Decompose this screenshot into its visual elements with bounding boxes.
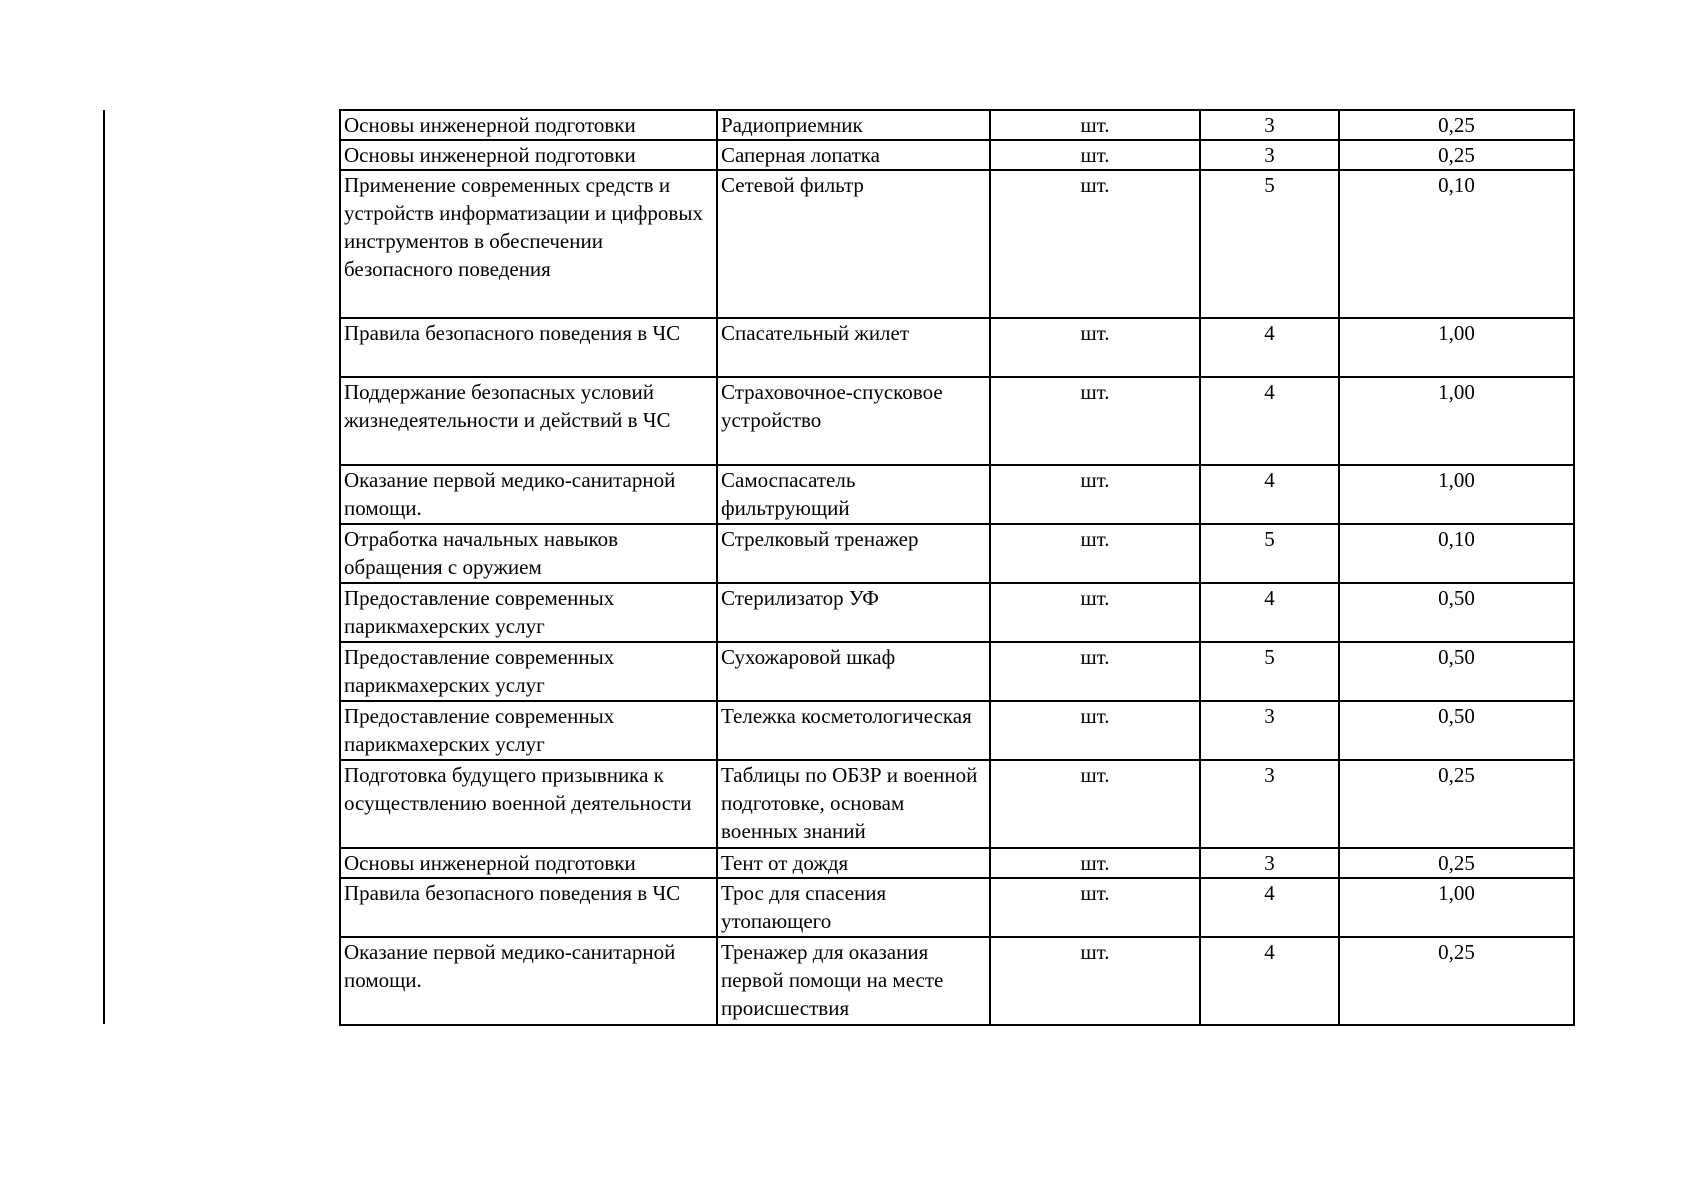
table-row (340, 878, 1574, 937)
rate-cell: 0,25 (1339, 140, 1574, 170)
rate-cell: 0,50 (1339, 642, 1574, 701)
equipment-table (339, 109, 1575, 1026)
table-row (340, 937, 1574, 1025)
topic-cell: Поддержание безопасных условий жизнедеятельности и действий в ЧС (340, 377, 717, 465)
topic-cell: Правила безопасного поведения в ЧС (340, 878, 717, 937)
topic-cell: Предоставление современных парикмахерских услуг (340, 583, 717, 642)
quantity-cell: 3 (1200, 701, 1339, 760)
item-cell: Стерилизатор УФ (717, 583, 990, 642)
unit-cell: шт. (990, 110, 1200, 140)
unit-cell: шт. (990, 318, 1200, 377)
item-cell: Радиоприемник (717, 110, 990, 140)
rate-cell: 0,10 (1339, 170, 1574, 318)
item-cell: Сухожаровой шкаф (717, 642, 990, 701)
topic-cell: Оказание первой медико-санитарной помощи. (340, 937, 717, 1025)
quantity-cell: 5 (1200, 642, 1339, 701)
item-cell: Трос для спасения утопающего (717, 878, 990, 937)
unit-cell: шт. (990, 642, 1200, 701)
item-cell: Тележка косметологическая (717, 701, 990, 760)
table-row (340, 110, 1574, 140)
quantity-cell: 3 (1200, 140, 1339, 170)
unit-cell: шт. (990, 465, 1200, 524)
unit-cell: шт. (990, 878, 1200, 937)
item-cell: Таблицы по ОБЗР и военной подготовке, основам военных знаний (717, 760, 990, 848)
rate-cell: 0,50 (1339, 583, 1574, 642)
unit-cell: шт. (990, 701, 1200, 760)
quantity-cell: 5 (1200, 524, 1339, 583)
table-row (340, 701, 1574, 760)
item-cell: Страховочное-спусковое устройство (717, 377, 990, 465)
rate-cell: 0,25 (1339, 848, 1574, 878)
topic-cell: Основы инженерной подготовки (340, 848, 717, 878)
item-cell: Стрелковый тренажер (717, 524, 990, 583)
item-cell: Сетевой фильтр (717, 170, 990, 318)
item-cell: Самоспасатель фильтрующий (717, 465, 990, 524)
quantity-cell: 5 (1200, 170, 1339, 318)
quantity-cell: 4 (1200, 583, 1339, 642)
item-cell: Саперная лопатка (717, 140, 990, 170)
topic-cell: Оказание первой медико-санитарной помощи. (340, 465, 717, 524)
table-row (340, 524, 1574, 583)
page-margin-line (103, 110, 105, 1024)
table-row (340, 642, 1574, 701)
topic-cell: Подготовка будущего призывника к осуществлению военной деятельности (340, 760, 717, 848)
table-row (340, 465, 1574, 524)
item-cell: Спасательный жилет (717, 318, 990, 377)
table-row (340, 760, 1574, 848)
quantity-cell: 4 (1200, 937, 1339, 1025)
topic-cell: Правила безопасного поведения в ЧС (340, 318, 717, 377)
rate-cell: 1,00 (1339, 377, 1574, 465)
topic-cell: Основы инженерной подготовки (340, 140, 717, 170)
quantity-cell: 4 (1200, 878, 1339, 937)
table-row (340, 318, 1574, 377)
unit-cell: шт. (990, 583, 1200, 642)
rate-cell: 1,00 (1339, 318, 1574, 377)
table-row (340, 140, 1574, 170)
topic-cell: Отработка начальных навыков обращения с оружием (340, 524, 717, 583)
rate-cell: 0,50 (1339, 701, 1574, 760)
unit-cell: шт. (990, 848, 1200, 878)
rate-cell: 0,25 (1339, 937, 1574, 1025)
quantity-cell: 4 (1200, 377, 1339, 465)
unit-cell: шт. (990, 377, 1200, 465)
unit-cell: шт. (990, 140, 1200, 170)
rate-cell: 0,25 (1339, 110, 1574, 140)
topic-cell: Основы инженерной подготовки (340, 110, 717, 140)
item-cell: Тент от дождя (717, 848, 990, 878)
topic-cell: Предоставление современных парикмахерских услуг (340, 701, 717, 760)
table-row (340, 583, 1574, 642)
quantity-cell: 4 (1200, 318, 1339, 377)
rate-cell: 1,00 (1339, 878, 1574, 937)
table-row (340, 377, 1574, 465)
unit-cell: шт. (990, 170, 1200, 318)
quantity-cell: 4 (1200, 465, 1339, 524)
quantity-cell: 3 (1200, 848, 1339, 878)
quantity-cell: 3 (1200, 760, 1339, 848)
unit-cell: шт. (990, 524, 1200, 583)
unit-cell: шт. (990, 760, 1200, 848)
item-cell: Тренажер для оказания первой помощи на месте происшествия (717, 937, 990, 1025)
table-row (340, 848, 1574, 878)
rate-cell: 1,00 (1339, 465, 1574, 524)
rate-cell: 0,25 (1339, 760, 1574, 848)
topic-cell: Применение современных средств и устройств информатизации и цифровых инструментов в обеспечении безопасного поведения (340, 170, 717, 318)
unit-cell: шт. (990, 937, 1200, 1025)
topic-cell: Предоставление современных парикмахерских услуг (340, 642, 717, 701)
table-row (340, 170, 1574, 318)
rate-cell: 0,10 (1339, 524, 1574, 583)
quantity-cell: 3 (1200, 110, 1339, 140)
